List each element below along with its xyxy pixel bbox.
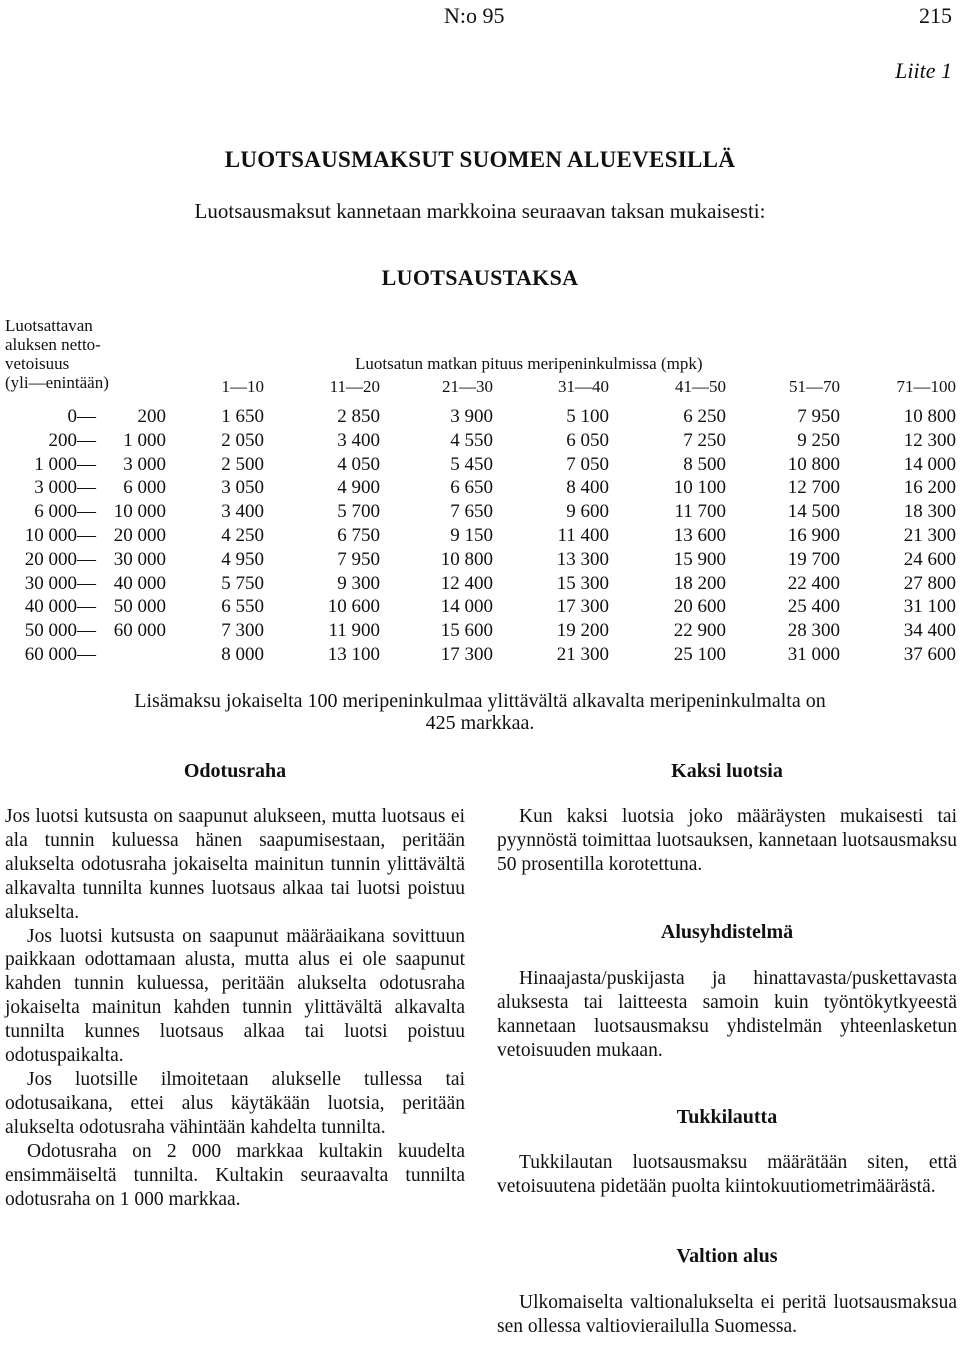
valtion-alus-body [497, 1291, 957, 1339]
fee-cell: 11 900 [328, 620, 380, 642]
fee-cell: 17 300 [556, 596, 609, 618]
row-header-line: vetoisuus [5, 354, 70, 373]
fee-cell: 3 900 [450, 406, 493, 427]
fee-cell: 6 250 [683, 406, 726, 427]
tonnage-from: 60 000— [24, 644, 96, 665]
odotusraha-title: Odotusraha [183, 760, 287, 782]
fee-cell: 8 400 [566, 477, 609, 499]
fee-cell: 19 200 [556, 620, 609, 642]
fee-cell: 2 500 [221, 453, 264, 475]
fee-cell: 17 300 [440, 644, 493, 665]
fee-cell: 7 050 [566, 453, 609, 475]
fee-cell: 13 100 [327, 644, 380, 665]
fee-cell: 37 600 [903, 644, 956, 665]
paragraph: Odotusraha on 2 000 markkaa kultakin kuudelta ensimmäiseltä tunnilta. Kultakin seuraavalta tunnilta odotusraha on 1 000 markkaa. [5, 1140, 465, 1210]
tonnage-to: 30 000 [113, 548, 166, 570]
fee-cell: 7 950 [797, 406, 840, 427]
fee-cell: 14 500 [787, 501, 840, 523]
fee-cell: 10 800 [787, 453, 840, 475]
fee-cell: 7 950 [337, 548, 380, 570]
tonnage-from: 30 000— [24, 572, 96, 594]
tonnage-from: 50 000— [24, 620, 96, 642]
fee-cell: 10 100 [673, 477, 726, 499]
tonnage-from: 10 000— [24, 525, 96, 546]
kaksi-luotsia-body [497, 805, 957, 877]
table-title: LUOTSAUSTAKSA [381, 265, 579, 290]
fee-cell: 3 050 [221, 477, 264, 499]
fee-cell: 6 050 [566, 429, 609, 451]
fee-cell: 3 400 [221, 501, 264, 523]
fee-cell: 15 900 [673, 548, 726, 570]
fee-cell: 12 300 [903, 429, 956, 451]
tonnage-to: 20 000 [113, 525, 166, 546]
fee-cell: 4 250 [221, 525, 264, 546]
fee-cell: 5 700 [337, 501, 380, 523]
fee-cell: 7 250 [683, 429, 726, 451]
group-header: Luotsatun matkan pituus meripeninkulmissa (mpk) [355, 354, 703, 373]
fee-cell: 25 100 [673, 644, 726, 665]
column-header: 1—10 [221, 377, 264, 396]
fee-cell: 18 300 [903, 501, 956, 523]
fee-cell: 10 800 [440, 548, 493, 570]
tonnage-from: 40 000— [24, 596, 96, 618]
tonnage-to: 1 000 [123, 429, 166, 451]
fee-cell: 27 800 [903, 572, 956, 594]
fee-cell: 5 100 [566, 406, 609, 427]
fee-cell: 31 100 [903, 596, 956, 618]
tukkilautta-body [497, 1151, 957, 1199]
tonnage-to: 6 000 [123, 477, 166, 499]
fee-cell: 14 000 [903, 453, 956, 475]
tonnage-to: 60 000 [113, 620, 166, 642]
fee-cell: 28 300 [787, 620, 840, 642]
fee-cell: 19 700 [787, 548, 840, 570]
paragraph: Jos luotsille ilmoitetaan alukselle tullessa tai odotusaikana, ettei alus käytäkään luotsia, peritään alukselta odotusraha vähintään kahdelta tunnilta. [5, 1068, 465, 1138]
page-number: 215 [919, 3, 952, 28]
tonnage-to: 3 000 [123, 453, 166, 475]
tonnage-from: 1 000— [34, 453, 96, 475]
row-header [5, 316, 109, 392]
fee-cell: 21 300 [556, 644, 609, 665]
alusyhdistelma-body [497, 967, 957, 1063]
fee-cell: 2 050 [221, 429, 264, 451]
fee-cell: 9 600 [566, 501, 609, 523]
paragraph: Kun kaksi luotsia joko määräysten mukaisesti tai pyynnöstä toimittaa luotsauksen, kannetaan luotsausmaksu 50 prosentilla korotettuna. [497, 806, 957, 875]
fee-cell: 14 000 [440, 596, 493, 618]
column-header: 31—40 [558, 377, 609, 396]
tonnage-to: 10 000 [113, 501, 166, 523]
row-header-line: aluksen netto- [5, 335, 101, 354]
fee-cell: 11 700 [674, 501, 726, 523]
fee-cell: 10 800 [903, 406, 956, 427]
fee-cell: 12 700 [787, 477, 840, 499]
fee-cell: 2 850 [337, 406, 380, 427]
fee-cell: 25 400 [787, 596, 840, 618]
fee-cell: 11 400 [557, 525, 609, 546]
fee-cell: 6 650 [450, 477, 493, 499]
fee-cell: 6 750 [337, 525, 380, 546]
column-header: 11—20 [329, 377, 380, 396]
fee-cell: 13 300 [556, 548, 609, 570]
fee-cell: 15 300 [556, 572, 609, 594]
column-header: 41—50 [675, 377, 726, 396]
fee-cell: 16 900 [787, 525, 840, 546]
alusyhdistelma-title: Alusyhdistelmä [660, 921, 794, 943]
tonnage-from: 0— [67, 406, 96, 427]
row-header-line: (yli—enintään) [5, 373, 109, 392]
fee-cell: 18 200 [673, 572, 726, 594]
tonnage-to: 200 [137, 406, 166, 427]
issue-number: N:o 95 [444, 3, 505, 28]
fee-cell: 5 750 [221, 572, 264, 594]
fee-cell: 3 400 [337, 429, 380, 451]
fee-cell: 20 600 [673, 596, 726, 618]
fee-cell: 7 300 [221, 620, 264, 642]
fee-cell: 31 000 [787, 644, 840, 665]
fee-cell: 22 400 [787, 572, 840, 594]
fee-cell: 16 200 [903, 477, 956, 499]
fee-cell: 8 500 [683, 453, 726, 475]
fee-cell: 5 450 [450, 453, 493, 475]
fee-cell: 6 550 [221, 596, 264, 618]
fee-cell: 13 600 [673, 525, 726, 546]
paragraph: Ulkomaiselta valtionalukselta ei peritä luotsausmaksua sen ollessa valtiovierailulla Suomessa. [497, 1292, 957, 1337]
tonnage-from: 6 000— [34, 501, 96, 523]
valtion-alus-title: Valtion alus [676, 1245, 778, 1267]
column-header: 51—70 [789, 377, 840, 396]
intro-text: Luotsausmaksut kannetaan markkoina seuraavan taksan mukaisesti: [194, 199, 766, 223]
fee-cell: 7 650 [450, 501, 493, 523]
odotusraha-body [5, 805, 465, 1211]
surcharge-line: 425 markkaa. [425, 712, 535, 734]
paragraph: Hinaajasta/puskijasta ja hinattavasta/puskettavasta aluksesta tai laitteesta samoin kuin työntökytkyeestä kannetaan luotsausmaksu yhdistelmän yhteenlasketun vetoisuuden mukaan. [497, 968, 957, 1061]
surcharge-line: Lisämaksu jokaiselta 100 meripeninkulmaa ylittävältä alkavalta meripeninkulmalta on [134, 690, 826, 712]
fee-cell: 15 600 [440, 620, 493, 642]
tonnage-to: 40 000 [113, 572, 166, 594]
kaksi-luotsia-title: Kaksi luotsia [671, 760, 783, 782]
tonnage-from: 20 000— [24, 548, 96, 570]
fee-cell: 22 900 [673, 620, 726, 642]
paragraph: Jos luotsi kutsusta on saapunut määräaikana sovittuun paikkaan odottamaan alusta, mutta alus ei ole saapunut kahden tunnin kuluessa, peritään alukselta odotusraha jokaiselta mainitun kahden tunnin ylittävältä alkavalta tunnilta kunnes luotsaus alkaa tai luotsi poistuu odotuspaikalta. [5, 925, 465, 1067]
fee-cell: 10 600 [327, 596, 380, 618]
paragraph: Tukkilautan luotsausmaksu määrätään siten, että vetoisuutena pidetään puolta kiintokuutiometrimäärästä. [497, 1152, 957, 1197]
fee-cell: 24 600 [903, 548, 956, 570]
main-title: LUOTSAUSMAKSUT SUOMEN ALUEVESILLÄ [224, 147, 736, 172]
fee-cell: 34 400 [903, 620, 956, 642]
tonnage-to: 50 000 [113, 596, 166, 618]
paragraph: Jos luotsi kutsusta on saapunut alukseen, mutta luotsaus ei ala tunnin kuluessa hänen saapumisestaan, peritään alukselta odotusraha jokaiselta mainitun tunnin ylittävältä alkavalta tunnilta kunnes luotsaus alkaa tai luotsi poistuu alukselta. [5, 806, 465, 923]
tonnage-from: 3 000— [34, 477, 96, 499]
fee-cell: 4 050 [337, 453, 380, 475]
fee-cell: 8 000 [221, 644, 264, 665]
surcharge-note [0, 690, 960, 734]
fee-cell: 9 150 [450, 525, 493, 546]
tonnage-from: 200— [48, 429, 96, 451]
column-header: 71—100 [896, 377, 956, 396]
fee-cell: 4 950 [221, 548, 264, 570]
fee-cell: 9 250 [797, 429, 840, 451]
fee-cell: 21 300 [903, 525, 956, 546]
fee-cell: 4 900 [337, 477, 380, 499]
fee-cell: 9 300 [337, 572, 380, 594]
fee-cell: 1 650 [221, 406, 264, 427]
appendix-label: Liite 1 [895, 58, 952, 83]
fee-cell: 4 550 [450, 429, 493, 451]
fee-cell: 12 400 [440, 572, 493, 594]
column-header: 21—30 [442, 377, 493, 396]
tukkilautta-title: Tukkilautta [676, 1106, 778, 1128]
row-header-line: Luotsattavan [5, 316, 93, 335]
